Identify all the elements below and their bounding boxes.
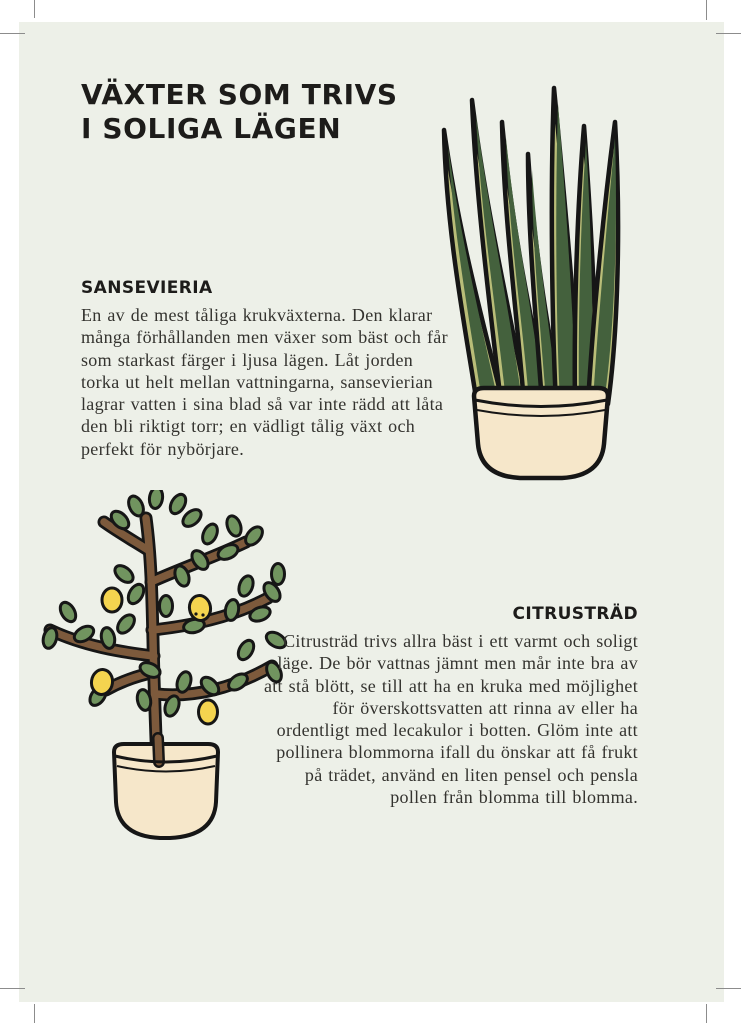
page-title [81,78,481,146]
crop-mark-bottom-left-vertical [34,1004,35,1023]
crop-mark-bottom-right-vertical [706,1004,707,1023]
citrus-pot [114,738,218,838]
crop-mark-top-left-horizontal [0,33,25,34]
section-sansevieria [81,279,457,460]
page-title-line1: VÄXTER SOM TRIVS [81,78,398,111]
citrustrad-heading: CITRUSTRÄD [512,604,638,624]
crop-mark-top-left-vertical [34,0,35,18]
page-title-line2: I SOLIGA LÄGEN [81,112,342,145]
crop-mark-bottom-right-horizontal [716,988,741,989]
lemons [102,588,122,612]
sansevieria-heading: SANSEVIERIA [81,278,213,298]
section-citrustrad [256,605,638,808]
crop-mark-bottom-left-horizontal [0,988,25,989]
citrustrad-body: Citrusträd trivs allra bäst i ett varmt och soligt läge. De bör vattnas jämnt men mår inte bra av att stå blött, se till att ha en kruka med möjlighet för överskottsvatten att rinna av eller ha ordentligt med lecakulor i botten. Glöm inte att pollinera blommorna ifall du önskar att få frukt på trädet, använd en liten pensel och pensla pollen från blomma till blomma. [263,631,638,808]
sansevieria-pot [474,388,608,478]
crop-mark-top-right-vertical [706,0,707,20]
sansevieria-illustration [428,82,713,484]
crop-mark-top-right-horizontal [716,33,741,34]
sansevieria-body: En av de mest tåliga krukväxterna. Den klarar många förhållanden men växer som bäst och får som starkast färger i ljusa lägen. Låt jorden torka ut helt mellan vattningarna, sansevierian lagrar vatten i sina blad så var inte rädd att låta den bli riktigt torr; en vädligt tålig växt och perfekt för nybörjare. [81,305,448,459]
sansevieria-leaves [444,88,618,404]
